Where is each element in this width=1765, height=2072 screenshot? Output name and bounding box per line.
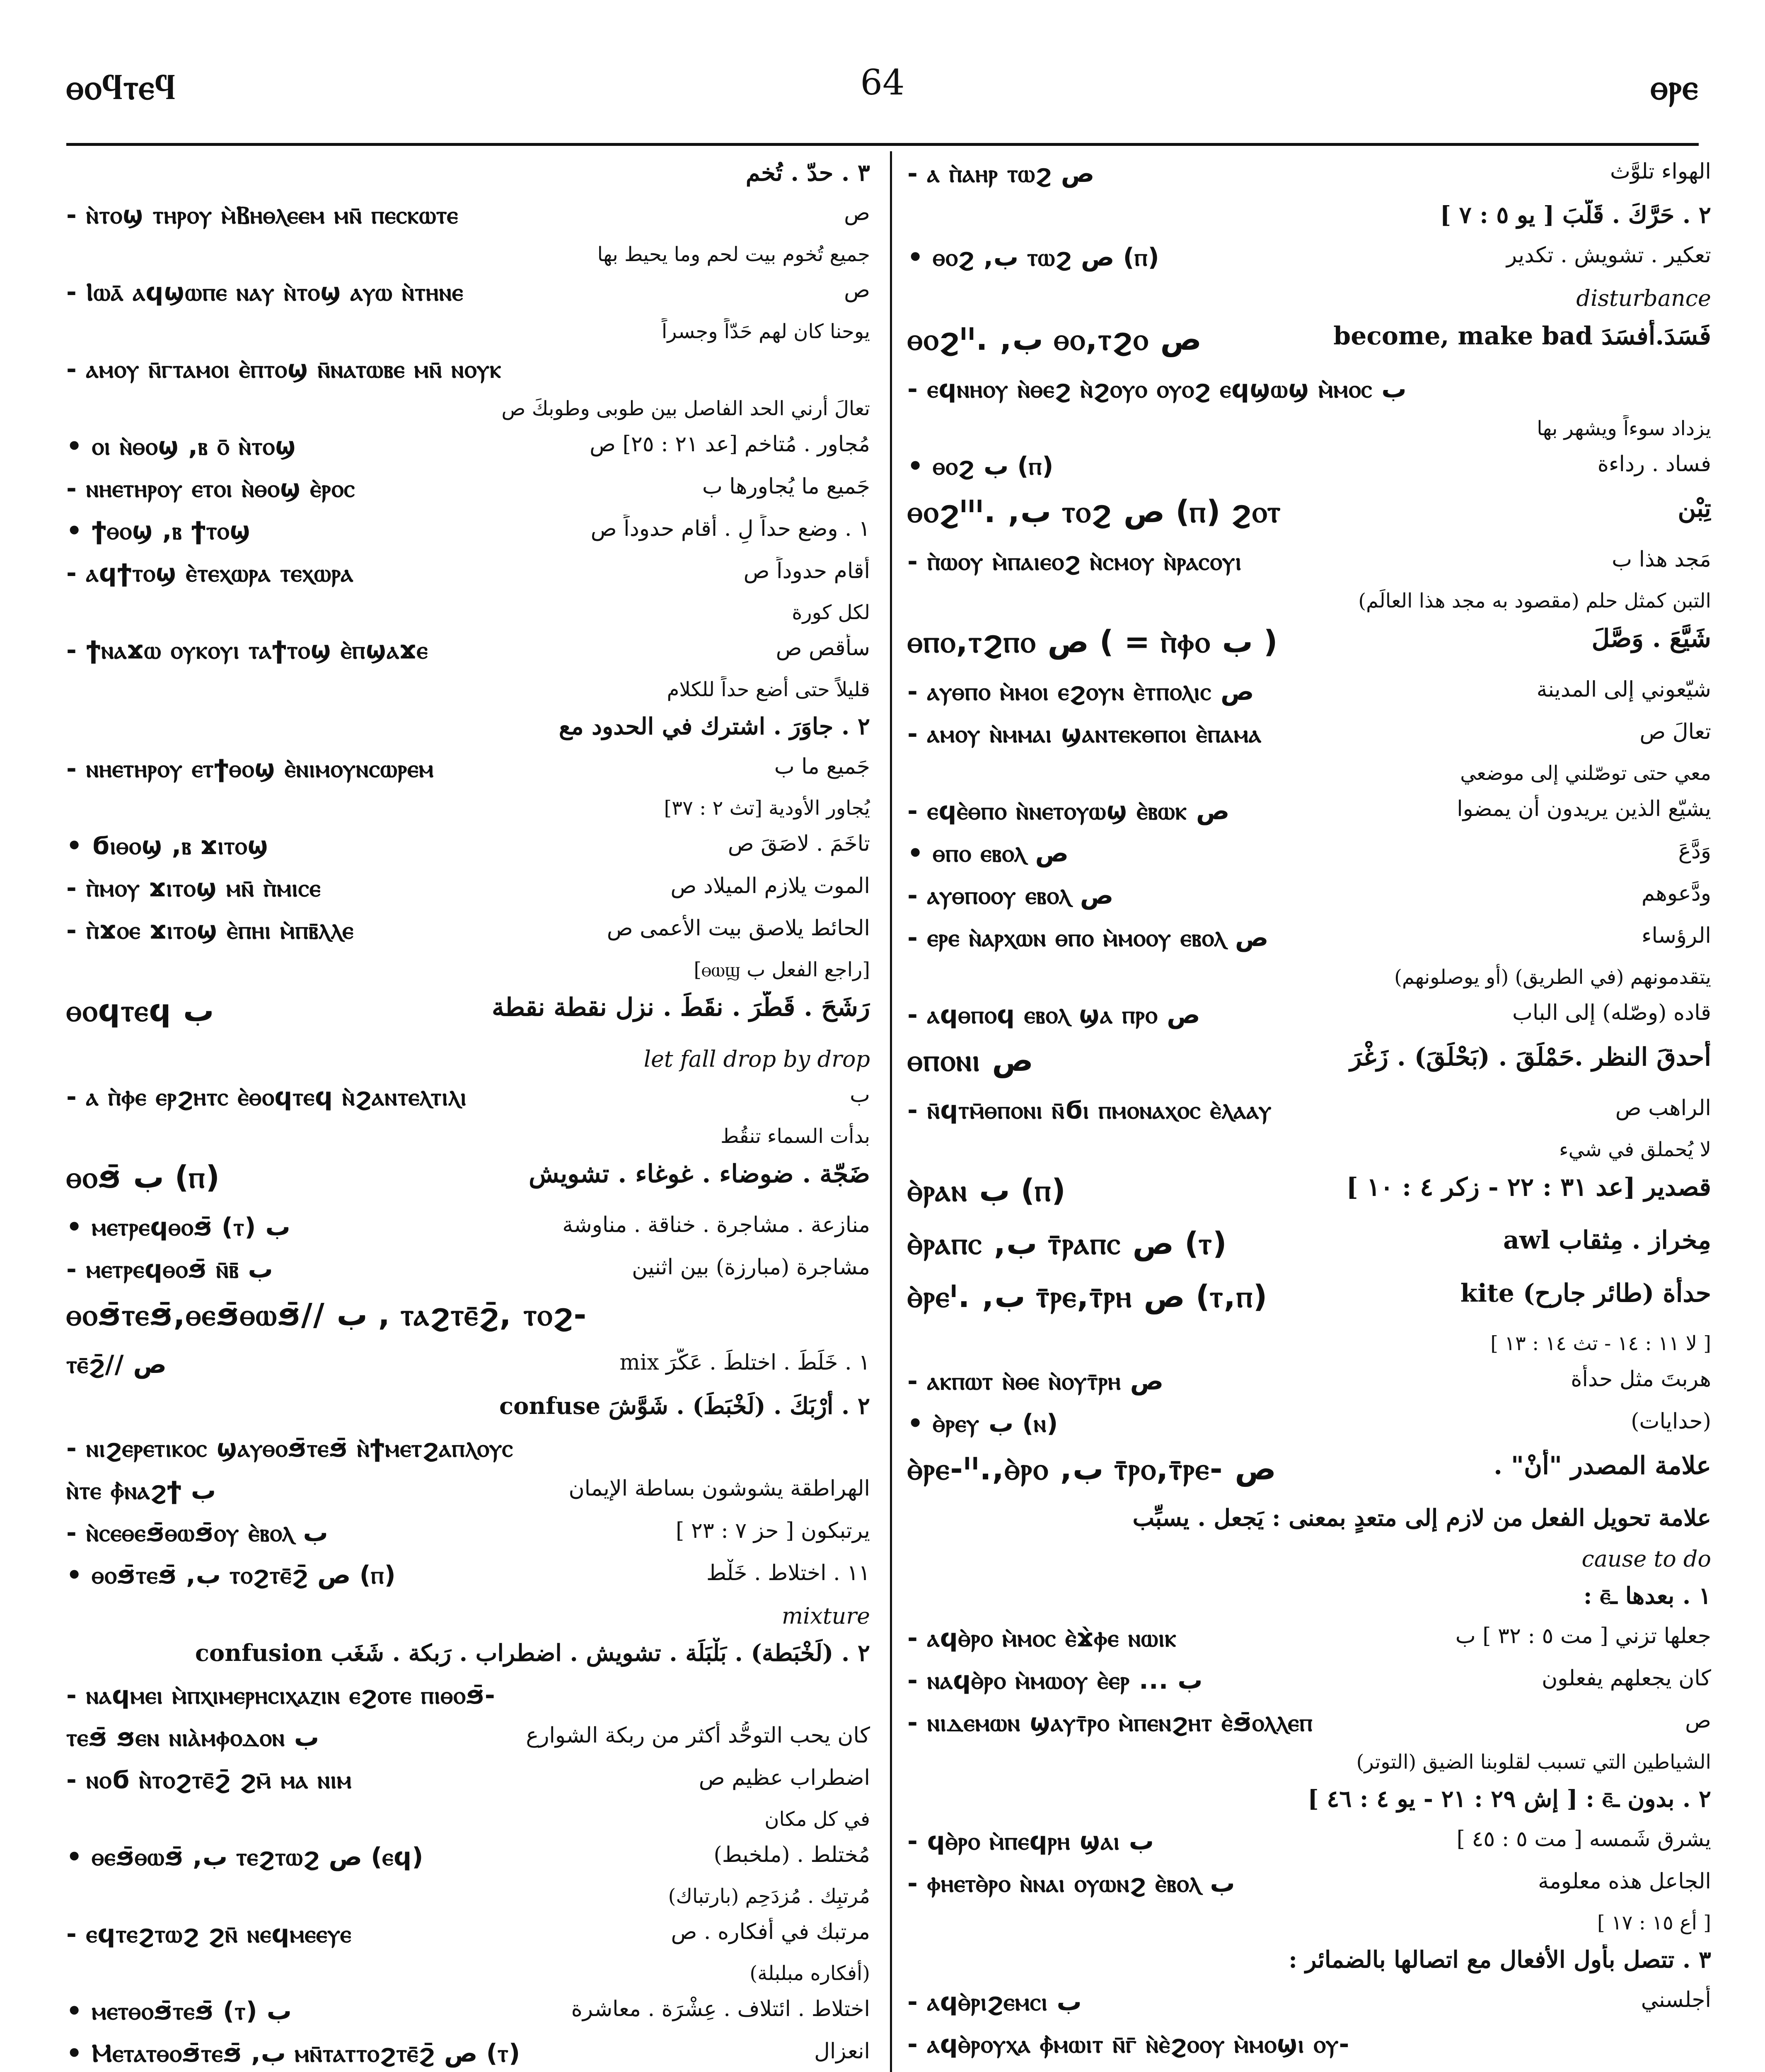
arabic-text: أحدقَ النظر .حَمْلَقَ . (بَحْلَقَ) . زَغْرَ: [1349, 1043, 1711, 1072]
left-column: [66, 157, 870, 2072]
example-line: [907, 157, 1711, 200]
translation-line: [907, 1330, 1711, 1365]
arabic-text: يرتبكون [ حز ٧ : ٢٣ ]: [675, 1518, 870, 1543]
arabic-text: قليلاً حتى أضع حداً للكلام: [667, 678, 870, 701]
arabic-text: مُجاور . مُتاخم [عد ٢١ : ٢٥] ص: [590, 432, 870, 457]
example-line: [66, 1081, 870, 1123]
coptic-text: ⲑⲟϧ̄ⲧⲉϧ̄,ⲑⲉϧ̄ⲑⲱϧ̄// ب , ⲧⲁϩⲧⲉ̄ϩ̄, ⲧⲟϩ-: [66, 1297, 588, 1333]
coptic-text: • ⲑⲉϧ̄ⲑⲱϧ̄ ,ب ⲧⲉϩⲧⲱϩ ص (ⲉϥ): [66, 1842, 423, 1871]
coptic-text: ⲑⲟϧ̄ ب (ⲡ): [66, 1159, 220, 1195]
arabic-text: التبن كمثل حلم (مقصود به مجد هذا العالَم): [1358, 589, 1711, 612]
example-line: [907, 1825, 1711, 1867]
example-line: [66, 1841, 870, 1883]
coptic-text: - ⲙⲉⲧⲣⲉϥⲑⲟϧ̄ ⲛ̄ⲃ̄ ب: [66, 1255, 273, 1284]
example-line: [907, 1664, 1711, 1706]
coptic-text: - ⲉϥⲛⲏⲟⲩ ⲛ̀ⲑⲉϩ ⲛ̀ϩⲟⲩⲟ ⲟⲩⲟϩ ⲉϥϣⲱϣ ⲙ̀ⲙⲟⲥ ب: [907, 375, 1407, 404]
coptic-text: - ⲡ̀ⲱⲟⲩ ⲙ̀ⲡⲁⲓⲉⲟϩ ⲛ̀ⲥⲙⲟⲩ ⲛ̀ⲣⲁⲥⲟⲩⲓ: [907, 547, 1242, 576]
arabic-text: يُجاور الأودية [تث ٢ : ٣٧]: [664, 796, 870, 820]
arabic-text: قصدير [عد ٣١ : ٢٢ - زكر ٤ : ١٠ ]: [1346, 1173, 1711, 1202]
example-line: [66, 515, 870, 557]
example-line: [907, 2070, 1711, 2072]
arabic-text: أجلسني: [1641, 1987, 1711, 2012]
sense-heading: [907, 1503, 1711, 1544]
example-line: [66, 276, 870, 318]
coptic-text: - ⲁϥⲑ̀ⲣⲓϩⲉⲙⲥⲓ ب: [907, 1987, 1082, 2016]
coptic-text: - ⲛⲓⲇⲉⲙⲱⲛ ϣⲁⲩⲧ̄ⲣⲟ ⲙ̀ⲡⲉⲛϩⲏⲧ ⲉ̀ϧ̄ⲟⲗⲗⲉⲡ: [907, 1708, 1313, 1737]
sense-heading: [66, 157, 870, 199]
arabic-text: كان يجعلهم يفعلون: [1542, 1666, 1711, 1691]
dictionary-headword: [907, 492, 1711, 545]
translation-line: [907, 415, 1711, 450]
arabic-text: مرتبك في أفكاره . ص: [671, 1920, 870, 1944]
arabic-text: لا يُحملق في شيء: [1559, 1138, 1711, 1161]
arabic-text: (أفكاره مبلبلة): [750, 1962, 870, 1985]
coptic-text: - ⲛⲏⲉⲧⲏⲣⲟⲩ ⲉⲧϯⲑⲟϣ ⲉ̀ⲛⲓⲙⲟⲩⲛⲥⲱⲣⲉⲙ: [66, 754, 434, 783]
arabic-text: شَيَّعَ . وَصَّلَ: [1591, 624, 1711, 653]
coptic-text: - ⲛ̀ⲥⲉⲑⲉϧ̄ⲑⲱϧ̄ⲟⲩ ⲉ̀ⲃⲟⲗ ب: [66, 1518, 328, 1547]
english-gloss: [907, 1544, 1711, 1581]
arabic-text: ص: [1685, 1708, 1711, 1733]
arabic-text: لكل كورة: [792, 601, 870, 624]
arabic-text: مُختلط . (ملخبط): [713, 1842, 870, 1867]
arabic-text: علامة تحويل الفعل من لازم إلى متعدٍ بمعنى : يَجعل . يسبِّب: [1132, 1504, 1711, 1532]
coptic-text: ⲛ̀ⲧⲉ ⲫ̀ⲛⲁϩϯ ب: [66, 1476, 216, 1505]
translation-line: [66, 1123, 870, 1158]
arabic-text: تعالَ ص: [1639, 719, 1711, 744]
coptic-text: ⲑ̀ⲣⲉ-ᴵᴵ.,ⲑ̀ⲣⲟ ,ب ⲧ̄ⲣⲟ,ⲧ̄ⲣⲉ- ص: [907, 1451, 1276, 1487]
translation-line: [907, 1910, 1711, 1944]
example-line: [66, 830, 870, 872]
arabic-text: في كل مكان: [764, 1808, 870, 1831]
arabic-text: ٣ . تتصل بأول الأفعال مع اتصالها بالضمائر :: [1289, 1946, 1711, 1973]
example-line: [66, 1517, 870, 1559]
coptic-text: • ⲙⲉⲧⲣⲉϥⲑⲟϧ̄ (ⲧ) ب: [66, 1213, 290, 1242]
coptic-text: - ⲛⲁϥⲙⲉⲓ ⲙ̀ⲡⲭⲓⲙⲉⲣⲏⲥⲓⲭⲁⲍⲓⲛ ⲉϩⲟⲧⲉ ⲡⲓⲑⲟϧ̄-: [66, 1681, 496, 1710]
arabic-text: ضَجّة . ضوضاء . غوغاء . تشويش: [529, 1159, 870, 1188]
translation-line: [66, 318, 870, 353]
coptic-text: ⲑ̀ⲣⲁⲡⲥ ,ب ⲧ̄ⲣⲁⲡⲥ ص (ⲧ): [907, 1226, 1227, 1261]
arabic-text: انعزال: [814, 2039, 870, 2064]
arabic-text: تاخَمَ . لاصَقَ ص: [728, 831, 870, 856]
coptic-text: • ⲙⲉⲧⲑⲟϧ̄ⲧⲉϧ̄ (ⲧ) ب: [66, 1997, 292, 2026]
english-gloss: [66, 1601, 870, 1638]
example-line: [66, 1764, 870, 1806]
arabic-text: الرؤساء: [1642, 923, 1711, 948]
coptic-text: - ϥⲑ̀ⲣⲟ ⲙ̀ⲡⲉϥⲣⲏ ϣⲁⲓ ب: [907, 1827, 1154, 1856]
arabic-text: الراهب ص: [1615, 1096, 1711, 1121]
coptic-text: - ⲁⲩⲑⲡⲟⲟⲩ ⲉⲃⲟⲗ ص: [907, 881, 1114, 910]
arabic-text: منازعة . مشاجرة . خناقة . مناوشة: [562, 1213, 870, 1237]
arabic-text: اختلاط . ائتلاف . عِشْرَة . معاشرة: [571, 1997, 870, 2021]
arabic-text: ٢ . بدون ـⲉ̄ : [ إش ٢٩ : ٢١ - يو ٤ : ٤٦ ]: [1308, 1785, 1711, 1813]
translation-line: [66, 1883, 870, 1918]
arabic-text: مشاجرة (مبارزة) بين اثنين: [632, 1255, 870, 1280]
coptic-text: - ⲡ̀ⲙⲟⲩ ϫⲓⲧⲟϣ ⲙⲛ̄ ⲡ̀ⲙⲓⲥⲉ: [66, 874, 321, 903]
translation-line: [66, 956, 870, 991]
arabic-text: جَميع ما ب: [774, 754, 870, 779]
arabic-text: [راجع الفعل ب ⲑⲱϣ]: [694, 958, 870, 981]
arabic-text: ودَّعوهم: [1641, 881, 1711, 906]
arabic-text: فَسَدَ.أفسَدَ become, make bad: [1333, 322, 1711, 351]
arabic-text: تِبْن: [1678, 494, 1711, 523]
right-column: [907, 157, 1711, 2072]
coptic-text: - ⲉϥⲉ̀ⲑⲡⲟ ⲛ̀ⲛⲉⲧⲟⲩⲱϣ ⲉ̀ⲃⲱⲕ ص: [907, 796, 1230, 825]
translation-line: [66, 1806, 870, 1841]
arabic-text: [ لا ١١ : ١٤ - تث ١٤ : ١٣ ]: [1490, 1332, 1711, 1355]
translation-line: [66, 395, 870, 430]
arabic-text: جميع تُخوم بيت لحم وما يحيط بها: [597, 243, 870, 266]
page-header: [0, 0, 1765, 137]
translation-line: [907, 1136, 1711, 1171]
column-divider: [890, 151, 892, 2072]
dictionary-headword: [66, 1295, 870, 1348]
arabic-text: معي حتى توصّلني إلى موضعي: [1460, 762, 1711, 785]
coptic-text: - ⲁϥⲑⲡⲟϥ ⲉⲃⲟⲗ ϣⲁ ⲡⲣⲟ ص: [907, 1000, 1200, 1029]
example-line: [66, 430, 870, 472]
arabic-text: (حدايات): [1631, 1409, 1711, 1434]
translation-line: [66, 241, 870, 276]
example-line: [66, 557, 870, 599]
translation-line: [66, 599, 870, 634]
example-line: [907, 922, 1711, 964]
example-line: [907, 718, 1711, 760]
coptic-text: - ⲁ ⲡ̀ⲫⲉ ⲉⲣϩⲏⲧⲥ ⲉ̀ⲑⲟϥⲧⲉϥ ⲛ̀ϩⲁⲛⲧⲉⲗⲧⲓⲗⲓ: [66, 1082, 467, 1111]
arabic-text: تعالَ أرني الحد الفاصل بين طوبى وطوبكَ ص: [501, 397, 870, 420]
example-line: [907, 450, 1711, 492]
dictionary-headword: [907, 320, 1711, 373]
arabic-text: ١ . بعدها ـⲉ̄ :: [1583, 1582, 1711, 1610]
coptic-text: ⲑⲟϩᴵᴵ. ,ب ⲑⲟ,ⲧϩⲟ ص: [907, 322, 1202, 357]
english-text: disturbance: [1576, 285, 1711, 311]
coptic-text: - ⲉⲣⲉ ⲛ̀ⲁⲣⲭⲱⲛ ⲑⲡⲟ ⲙ̀ⲙⲟⲟⲩ ⲉⲃⲟⲗ ص: [907, 923, 1269, 952]
example-line: [907, 1094, 1711, 1136]
example-line: [66, 1253, 870, 1295]
dictionary-headword: [907, 1277, 1711, 1330]
arabic-text: يشرق شَمسه [ مت ٥ : ٤٥ ]: [1456, 1827, 1711, 1852]
header-rule: [66, 143, 1699, 146]
english-text: cause to do: [1581, 1546, 1711, 1572]
coptic-text: - ⲁⲙⲟⲩ ⲛ̄ⲅⲧⲁⲙⲟⲓ ⲉ̀ⲡⲧⲟϣ ⲛ̄ⲛⲁⲧⲱⲃⲉ ⲙⲛ̄ ⲛⲟⲩⲕ: [66, 355, 502, 384]
example-line: [907, 795, 1711, 837]
coptic-text: ⲑⲡⲟⲛⲓ ص: [907, 1043, 1033, 1078]
arabic-text: الشياطين التي تسبب لقلوبنا الضيق (التوتر): [1356, 1750, 1711, 1774]
coptic-text: - ⲫⲏⲉⲧⲑ̀ⲣⲟ ⲛ̀ⲛⲁⲓ ⲟⲩⲱⲛϩ ⲉ̀ⲃⲟⲗ ب: [907, 1869, 1235, 1898]
arabic-text: ١ . وضع حداً لِ . أقام حدوداً ص: [590, 516, 870, 541]
english-text: mixture: [781, 1603, 870, 1629]
example-line: [907, 999, 1711, 1041]
example-line: [66, 199, 870, 241]
arabic-text: شيّعوني إلى المدينة: [1536, 677, 1711, 702]
arabic-text: مُرتبِك . مُزدَحِم (بارتباك): [668, 1885, 870, 1908]
example-line: [66, 1474, 870, 1517]
dictionary-headword: [907, 1224, 1711, 1277]
example-line: [66, 1348, 870, 1391]
example-line: [66, 1432, 870, 1474]
translation-line: [907, 760, 1711, 795]
coptic-text: - ⲛⲁϥⲑ̀ⲣⲟ ⲙ̀ⲙⲱⲟⲩ ⲉ̀ⲉⲣ ... ب: [907, 1666, 1203, 1695]
coptic-text: ⲑⲟϩᴵᴵᴵ. ,ب ⲧⲟϩ ص (ⲡ) ϩⲟⲧ: [907, 494, 1281, 530]
sense-heading: [66, 1391, 870, 1432]
arabic-text: ١ . خَلَطَ . اختلطَ . عَكَّرَ mix: [619, 1350, 870, 1375]
sense-heading: [907, 1784, 1711, 1825]
arabic-text: ص: [844, 201, 870, 225]
example-line: [907, 1706, 1711, 1749]
arabic-text: حدأة (طائر جارح) kite: [1460, 1279, 1711, 1308]
sense-heading: [907, 200, 1711, 241]
sense-heading: [66, 1638, 870, 1679]
arabic-text: يشيّع الذين يريدون أن يمضوا: [1457, 796, 1711, 821]
coptic-text: ⲧⲉϧ̄ ϧⲉⲛ ⲛⲓⲁ̀ⲙⲫⲟⲇⲟⲛ ب: [66, 1723, 319, 1752]
english-gloss: [66, 1044, 870, 1081]
coptic-text: - Ⲓⲱⲁ̄ ⲁϥϣⲱⲡⲉ ⲛⲁⲩ ⲛ̀ⲧⲟϣ ⲁⲩⲱ ⲛ̀ⲧⲏⲛⲉ: [66, 278, 464, 307]
translation-line: [66, 676, 870, 711]
coptic-text: ⲑ̀ⲣⲉᴵ. ,ب ⲧ̄ⲣⲉ,ⲧ̄ⲣⲏ ص (ⲧ,ⲡ): [907, 1279, 1267, 1314]
coptic-text: • Ⲙⲉⲧⲁⲧⲑⲟϧ̄ⲧⲉϧ̄ ,ب ⲙⲛ̄ⲧⲁⲧⲧⲟϩⲧⲉ̄ϩ̄ ص (ⲧ): [66, 2039, 520, 2068]
example-line: [66, 634, 870, 676]
coptic-text: - ⲛⲏⲉⲧⲏⲣⲟⲩ ⲉⲧⲟⲓ ⲛ̀ⲑⲟϣ ⲉ̀ⲣⲟⲥ: [66, 474, 355, 503]
coptic-text: - ⲁ ⲡ̀ⲁⲏⲣ ⲧⲱϩ ص: [907, 159, 1095, 188]
dictionary-headword: [907, 1450, 1711, 1503]
example-line: [66, 1679, 870, 1721]
coptic-text: - ⲁⲩⲑⲡⲟ ⲙ̀ⲙⲟⲓ ⲉϩⲟⲩⲛ ⲉ̀ⲧⲡⲟⲗⲓⲥ ص: [907, 677, 1254, 706]
coptic-text: - ⲁϥⲑ̀ⲣⲟ ⲙ̀ⲙⲟⲥ ⲉ̀ϫ̀ⲫⲉ ⲛⲱⲓⲕ: [907, 1624, 1177, 1653]
coptic-text: • ⲑⲟϩ ,ب ⲧⲱϩ ص (ⲡ): [907, 243, 1159, 272]
coptic-text: - ϯⲛⲁϫⲱ ⲟⲩⲕⲟⲩⲓ ⲧⲁϯⲧⲟϣ ⲉ̀ⲡϣⲁϫⲉ: [66, 636, 428, 665]
example-line: [66, 1211, 870, 1253]
coptic-text: ⲑⲟϥⲧⲉϥ ب: [66, 993, 214, 1029]
arabic-text: كان يحب التوحُّد أكثر من ربكة الشوارع: [526, 1723, 870, 1748]
arabic-text: يزداد سوءاً ويشهر بها: [1537, 417, 1711, 440]
coptic-text: - ⲡ̀ϫⲟⲉ ϫⲓⲧⲟϣ ⲉ̀ⲡⲏⲓ ⲙ̀ⲡⲃ̄ⲗⲗⲉ: [66, 916, 354, 945]
translation-line: [907, 588, 1711, 622]
example-line: [907, 2028, 1711, 2070]
example-line: [907, 373, 1711, 415]
arabic-text: فساد . رداءة: [1597, 452, 1711, 477]
arabic-text: تعكير . تشويش . تكدير: [1506, 243, 1711, 268]
coptic-text: • ⲟⲓ ⲛ̀ⲑⲟϣ ,ⲃ ⲟ̄ ⲛ̀ⲧⲟϣ: [66, 432, 297, 461]
coptic-text: - ⲁϥϯⲧⲟϣ ⲉ̀ⲧⲉⲭⲱⲣⲁ ⲧⲉⲭⲱⲣⲁ: [66, 559, 354, 588]
sense-heading: [66, 711, 870, 753]
example-line: [66, 353, 870, 395]
arabic-text: جَميع ما يُجاورها ب: [702, 474, 870, 499]
arabic-text: ب: [850, 1082, 870, 1107]
example-line: [66, 1918, 870, 1960]
arabic-text: [ أع ١٥ : ١٧ ]: [1597, 1911, 1711, 1934]
arabic-text: الهراطقة يشوشون بساطة الإيمان: [568, 1476, 870, 1501]
dictionary-headword: [907, 1171, 1711, 1224]
coptic-text: - ⲁⲙⲟⲩ ⲛ̀ⲙⲙⲁⲓ ϣⲁⲛⲧⲉⲕⲑⲡⲟⲓ ⲉ̀ⲡⲁⲙⲁ: [907, 719, 1262, 748]
example-line: [907, 1867, 1711, 1910]
example-line: [907, 879, 1711, 922]
arabic-text: بدأت السماء تنقُط: [720, 1125, 870, 1148]
translation-line: [907, 1749, 1711, 1784]
coptic-text: - ⲛ̀ⲧⲟϣ ⲧⲏⲣⲟⲩ ⲙ̀Ⲃⲏⲑⲗⲉⲉⲙ ⲙⲛ̄ ⲡⲉⲥⲕⲱⲧⲉ: [66, 201, 459, 230]
example-line: [907, 675, 1711, 718]
coptic-text: - ⲁⲕⲡⲱⲧ ⲛ̀ⲑⲉ ⲛ̀ⲟⲩⲧ̄ⲣⲏ ص: [907, 1367, 1164, 1396]
example-line: [907, 1365, 1711, 1407]
arabic-text: الموت يلازم الميلاد ص: [670, 874, 870, 898]
arabic-text: يوحنا كان لهم حَدّاً وجسراً: [661, 320, 870, 343]
coptic-text: - ⲛⲟϭ ⲛ̀ⲧⲟϩⲧⲉ̄ϩ̄ ϩⲙ̄ ⲙⲁ ⲛⲓⲙ: [66, 1765, 352, 1794]
arabic-text: الجاعل هذه معلومة: [1538, 1869, 1711, 1894]
arabic-text: ٢ . حَرَّكَ . قَلَّبَ [ يو ٥ : ٧ ]: [1440, 201, 1711, 229]
example-line: [66, 753, 870, 795]
coptic-text: • ⲑⲡⲟ ⲉⲃⲟⲗ ص: [907, 839, 1069, 868]
arabic-text: هربتَ مثل حدأة: [1571, 1367, 1711, 1392]
english-text: let fall drop by drop: [643, 1046, 870, 1072]
arabic-text: رَشَحَ . قَطَّرَ . نقَطَ . نزل نقطة نقطة: [491, 993, 870, 1022]
coptic-text: • ⲑⲟϧ̄ⲧⲉϧ̄ ,ب ⲧⲟϩⲧⲉ̄ϩ̄ ص (ⲡ): [66, 1561, 396, 1590]
arabic-text: سأقص ص: [776, 636, 870, 661]
example-line: [66, 472, 870, 515]
english-gloss: [907, 283, 1711, 320]
example-line: [907, 1986, 1711, 2028]
dictionary-headword: [907, 1041, 1711, 1094]
translation-line: [907, 964, 1711, 999]
sense-heading: [907, 1944, 1711, 1986]
arabic-text: ٣ . حدّ . تُخم: [745, 159, 870, 186]
example-line: [907, 545, 1711, 588]
arabic-text: ٢ . جاوَرَ . اشترك في الحدود مع: [559, 713, 870, 740]
coptic-text: - ⲛⲓϩⲉⲣⲉⲧⲓⲕⲟⲥ ϣⲁⲩⲑⲟϧ̄ⲧⲉϧ̄ ⲛ̀ϯⲙⲉⲧϩⲁⲡⲗⲟⲩⲥ: [66, 1434, 513, 1463]
coptic-text: - ⲉϥⲧⲉϩⲧⲱϩ ϩⲛ̄ ⲛⲉϥⲙⲉⲉⲩⲉ: [66, 1920, 352, 1949]
example-line: [66, 1559, 870, 1601]
translation-line: [66, 795, 870, 830]
arabic-text: الحائط يلاصق بيت الأعمى ص: [607, 916, 870, 941]
coptic-text: - ⲁϥⲑ̀ⲣⲟⲩⲭⲁ ⲫ̀ⲙⲱⲓⲧ ⲛ̄ⲅ̄ ⲛ̀ⲉ̀ϩⲟⲟⲩ ⲙ̀ⲙⲟϣⲓ ⲟⲩ-: [907, 2030, 1350, 2059]
example-line: [66, 914, 870, 956]
arabic-text: ص: [844, 278, 870, 303]
coptic-text: ⲑⲡⲟ,ⲧϩⲡⲟ ص ( = ⲡ̀ⲫⲟ ب ): [907, 624, 1278, 660]
coptic-text: ⲧⲉ̄ϩ̄// ص: [66, 1350, 167, 1379]
example-line: [907, 1407, 1711, 1450]
translation-line: [66, 1960, 870, 1995]
arabic-text: مِخراز . مِثقاب awl: [1503, 1226, 1711, 1255]
example-line: [66, 1721, 870, 1764]
coptic-text: - ⲛ̄ϥⲧⲙ̄ⲑⲡⲟⲛⲓ ⲛ̄ϭⲓ ⲡⲙⲟⲛⲁⲭⲟⲥ ⲉ̀ⲗⲁⲁⲩ: [907, 1096, 1272, 1125]
arabic-text: ٢ . أرْبَكَ . (لَخْبَطَ) . شَوَّشَ confuse: [499, 1392, 870, 1420]
arabic-text: جعلها تزني [ مت ٥ : ٣٢ ] ب: [1455, 1624, 1711, 1648]
arabic-text: ١١ . اختلاط . خَلْط: [706, 1561, 870, 1585]
arabic-text: مَجد هذا ب: [1612, 547, 1711, 572]
example-line: [907, 241, 1711, 283]
coptic-text: • ϭⲓⲑⲟϣ ,ⲃ ϫⲓⲧⲟϣ: [66, 831, 269, 860]
arabic-text: يتقدمونهم (في الطريق) (أو يوصلونهم): [1394, 966, 1711, 989]
coptic-text: • ϯⲑⲟϣ ,ⲃ ϯⲧⲟϣ: [66, 516, 251, 545]
example-line: [66, 872, 870, 914]
example-line: [66, 1995, 870, 2037]
arabic-text: ٢ . (لَخْبَطة) . بَلْبَلَة . تشويش . اضطراب . رَبكة . شَغَب confusion: [195, 1639, 870, 1667]
arabic-text: أقام حدوداً ص: [743, 559, 870, 583]
coptic-text: ⲑ̀ⲣⲁⲛ ب (ⲡ): [907, 1173, 1066, 1208]
arabic-text: الهواء تلوَّث: [1610, 159, 1711, 184]
running-head-left: ⲑⲟϥⲧⲉϥ: [66, 66, 176, 107]
dictionary-headword: [66, 1158, 870, 1211]
arabic-text: اضطراب عظيم ص: [699, 1765, 870, 1790]
example-line: [66, 2037, 870, 2072]
coptic-text: • ⲑⲟϩ ب (ⲡ): [907, 452, 1054, 481]
dictionary-headword: [907, 622, 1711, 675]
running-head-right: ⲑⲣⲉ: [1650, 66, 1699, 107]
sense-heading: [907, 1581, 1711, 1622]
coptic-text: • ⲑ̀ⲣⲉⲩ ب (ⲛ): [907, 1409, 1058, 1438]
arabic-text: وَدَّعَ: [1678, 839, 1711, 864]
example-line: [907, 1622, 1711, 1664]
arabic-text: علامة المصدر "أنْ" .: [1494, 1451, 1711, 1480]
dictionary-headword: [66, 991, 870, 1044]
arabic-text: قاده (وصّله) إلى الباب: [1512, 1000, 1711, 1025]
example-line: [907, 837, 1711, 879]
page-number: 64: [860, 62, 905, 103]
